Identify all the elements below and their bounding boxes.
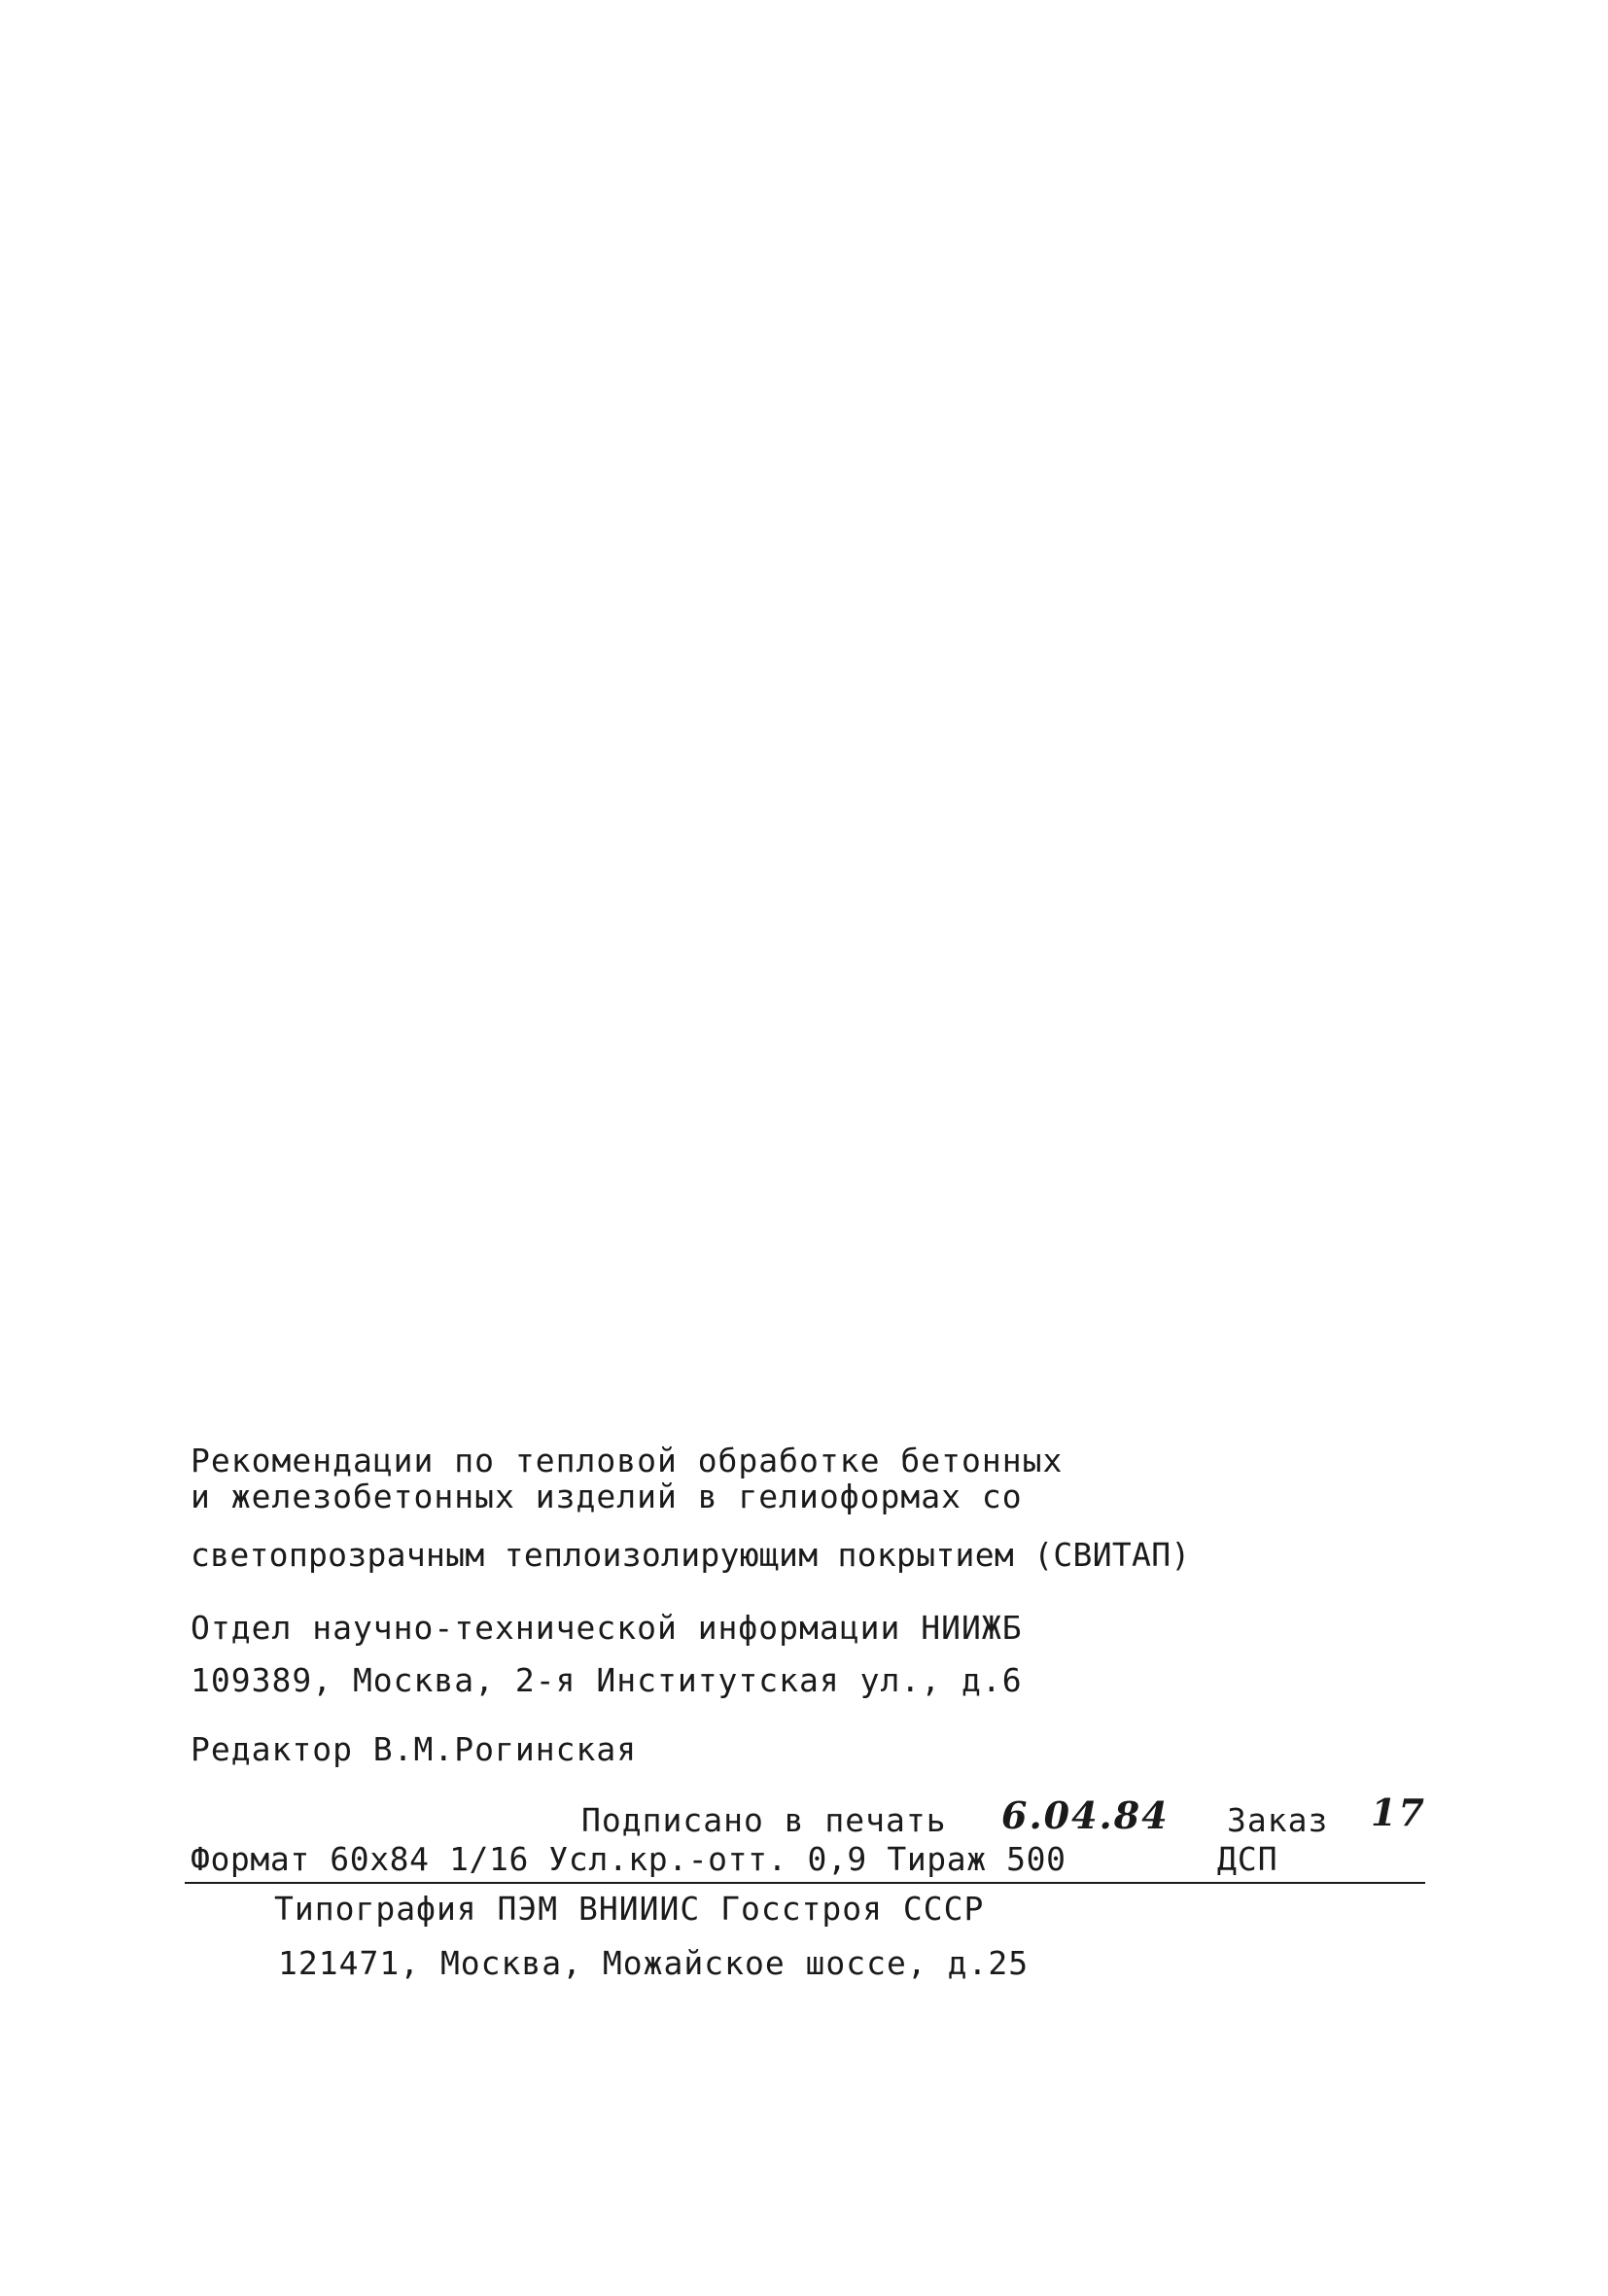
signed-label: Подписано в печать	[581, 1801, 947, 1839]
restriction-mark: ДСП	[1217, 1840, 1278, 1878]
order-number-handwritten: 17	[1371, 1791, 1426, 1834]
editor-line: Редактор В.М.Рогинская	[191, 1730, 638, 1768]
separator-rule	[185, 1882, 1425, 1884]
publisher-dept: Отдел научно-технической информации НИИЖБ	[191, 1609, 1023, 1647]
title-line-1: Рекомендации по тепловой обработке бетонных	[191, 1442, 1064, 1479]
format-line: Формат 60х84 1/16 Усл.кр.-отт. 0,9 Тираж 500	[191, 1840, 1066, 1878]
printer-address: 121471, Москва, Можайское шоссе, д.25	[278, 1944, 1030, 1982]
printer-name: Типография ПЭМ ВНИИИС Госстроя СССР	[274, 1890, 985, 1928]
publisher-address: 109389, Москва, 2-я Институтская ул., д.6	[191, 1661, 1023, 1699]
title-line-3: светопрозрачным теплоизолирующим покрытием (СВИТАП)	[191, 1536, 1191, 1574]
title-line-2: и железобетонных изделий в гелиоформах со	[191, 1478, 1023, 1515]
order-label: Заказ	[1227, 1801, 1329, 1839]
signed-date-handwritten: 6.04.84	[1001, 1793, 1170, 1837]
